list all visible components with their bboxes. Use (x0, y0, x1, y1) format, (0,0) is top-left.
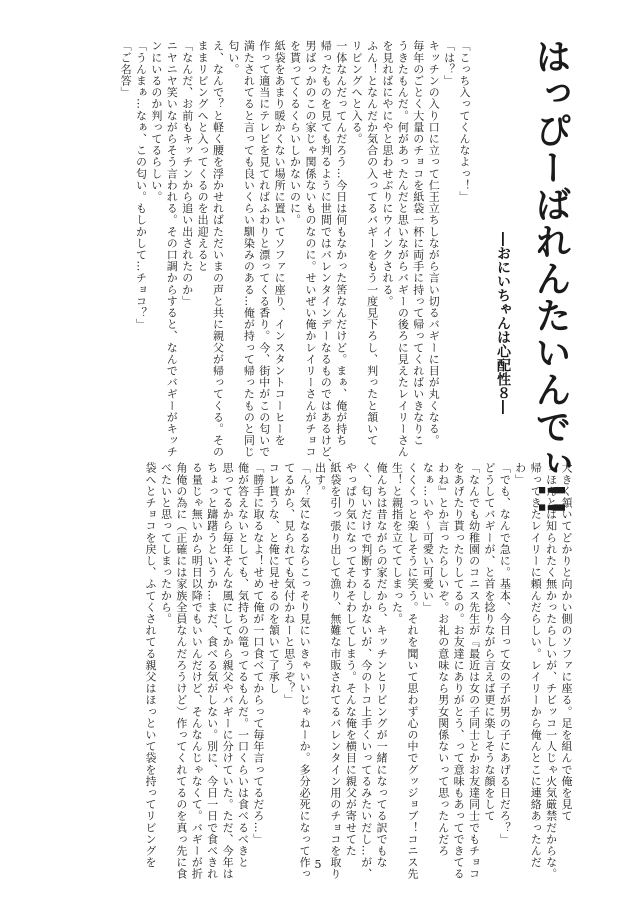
text-line: 大きく頷いてどかりと向かい側のソファに座る。足を組んで俺を見て (560, 462, 573, 822)
text-line: 俺んちは昔ながらの家だから、キッチンとリビングが一緒になってる訳でもな (375, 462, 389, 868)
text-line: 「こっち入ってくんなよっ！」 (458, 40, 471, 203)
text-line: 「うんまぁ…なぁ、この匂い。もしかして…チョコ？」 (134, 40, 148, 330)
text-line: 男ばっかのこの家じゃ関係ないものなのに。せいぜい俺かレイリーさんがチョコ (303, 40, 317, 458)
text-line: 「ご名答」 (119, 40, 133, 98)
lower-text-column (144, 462, 574, 880)
text-line: 帰ってきたレイリーに頼んだらしい。レイリーから俺んとこに連絡あったんだ (529, 462, 543, 868)
text-line: キッチンの入り口に立って仁王立ちしながら言い切るバギーに目が丸くなる。 (427, 40, 441, 446)
text-line: 帰ったものを見ても判るように世間ではバレンタインデーなるものではあるけど、 (319, 40, 333, 470)
text-line: 思ってるから毎年そんな風にしてから親父やバギーに分けていた。ただ、今年は (221, 462, 235, 880)
text-line: え、なんで？と軽く腰を浮かせればただいまの声と共に親父が帰ってくる。その (211, 40, 225, 458)
text-line: 満たされてると言っても良いくらい馴染みのある…俺が持って帰ったものと同じ (242, 40, 256, 458)
text-line: 紙袋を引っ張り出して漁り、無難な市販されてるバレンタイン用のチョコを取り (328, 462, 342, 880)
text-line: る量じゃ無いから明日以降でもいいんだけど、そんなんじゃなくて。バギーが折 (190, 462, 204, 880)
text-line: をあげたり貰ったりしてるの。お友達にありがとう、って意味もあってできてる (452, 462, 466, 880)
text-line: コレ貰うな、と俺に見せるのを頷いて了承し (267, 462, 281, 694)
text-line: く、匂いだけで判断するしかないが、今のトコ上手くいってるみたいだし…が、 (359, 462, 373, 880)
text-line: 作って適当にテレビを見てればふわりと漂ってくる香り。今、街中がこの匂いで (257, 40, 271, 458)
text-line: 角俺の為に（正確には家族全員なんだろうけど）作ってくれてるのを真っ先に食 (174, 462, 188, 880)
text-line: 袋へとチョコを戻し、ふてくされてる親父はほっといて袋を持ってリビングを (144, 462, 158, 868)
text-line: 「ん？気になるならこっそり見にいきゃいいじゃねーか。多分必死になって作っ (298, 462, 312, 880)
text-line: どうしてバギーが、と首を捻りながら言えば更に楽しそうな顔をして (482, 462, 496, 822)
text-line: なぁ…いや～可愛い可愛い」 (421, 462, 435, 613)
text-line: 出す。 (313, 462, 327, 497)
text-line: やっぱり気になってそわそわしてしまう。そんな俺を横目に親父が寄せてた (344, 462, 358, 857)
text-line: べたいと思ってしまったから。 (159, 462, 173, 625)
upper-text-column (119, 40, 472, 470)
text-line: リビングへと入る。 (350, 40, 364, 145)
text-line: わね』とか言ったらしいぞ。お礼の意味なら男女関係ないって思ったんだろ (436, 462, 450, 857)
text-line: ままリビングへと入ってくるのを出迎えると (196, 40, 210, 272)
page-number: 5 (314, 858, 322, 871)
text-line: 紙袋をあまり暖かくない場所に置いてソファに座り、インスタントコーヒーを (273, 40, 287, 446)
text-line: ニヤニヤ笑いながらそう言われる。その口調からすると、なんでバギーがキッチ (165, 40, 179, 458)
text-line: を貰ってくるくらいしかないのに。 (288, 40, 302, 226)
text-line: 「勝手に取るなよ！せめて俺が一口食べてからって毎年言ってるだろ…」 (251, 462, 265, 845)
page-subtitle: ―おにいちゃんは心配性８― (495, 232, 511, 414)
text-line: 一体なんだってんだろう…今日は何もなかった筈なんだけど。まぁ、俺が持ち (334, 40, 348, 446)
text-line: うきたもんだ。何があったんだと思いながらバギーの後ろに見えたレイリーさん (396, 40, 410, 458)
text-line: ンにいるのか判ってるらしい。 (149, 40, 163, 203)
text-line: 「でも、なんで急に。基本、今日って女の子が男の子にあげる日だろ？」 (498, 462, 512, 845)
page-title: はっぴーばれんたいんでぃ!! (530, 38, 571, 517)
text-line: くくくっと楽しそうに笑う。それを聞いて思わず心の中でグッジョブ！コニス先 (405, 462, 419, 880)
text-line: 「ほんとは知られたく無かったらしいが、チビッコ一人じゃ火気厳禁だからな。 (544, 462, 558, 880)
text-line: 「は？」 (442, 40, 456, 87)
text-line: 俺が答えないとしても、気持ちの篭ってるもんだ。一口くらいは食べるべきと (236, 462, 250, 868)
text-line: 「なんだ、お前もキッチンから追い出されたのか」 (180, 40, 194, 307)
text-line: ふん！となんだか気合の入ってるバギーをもう一度見下ろし、判ったと頷いて (365, 40, 379, 446)
text-line: 匂い。 (226, 40, 240, 75)
text-line: 生！と親指を立ててしまった。 (390, 462, 404, 625)
text-line: 「なんでも幼稚園のコニス先生が『最近は女の子同士とかお友達同士でもチョコ (467, 462, 481, 880)
text-line: ちょっと躊躇うというか…まだ、食べる気がしない。別に、今日一日で食べきれ (205, 462, 219, 880)
text-line: 毎年のごとく大量のチョコを紙袋一杯に両手に持って帰ってくればいきなりこ (411, 40, 425, 446)
text-line: わ」 (513, 462, 527, 486)
text-line: を見ればにやにやと思わせぶりにウインクされる。 (380, 40, 394, 307)
text-line: てるから、見られても気付かねーと思うぞ？」 (282, 462, 296, 706)
